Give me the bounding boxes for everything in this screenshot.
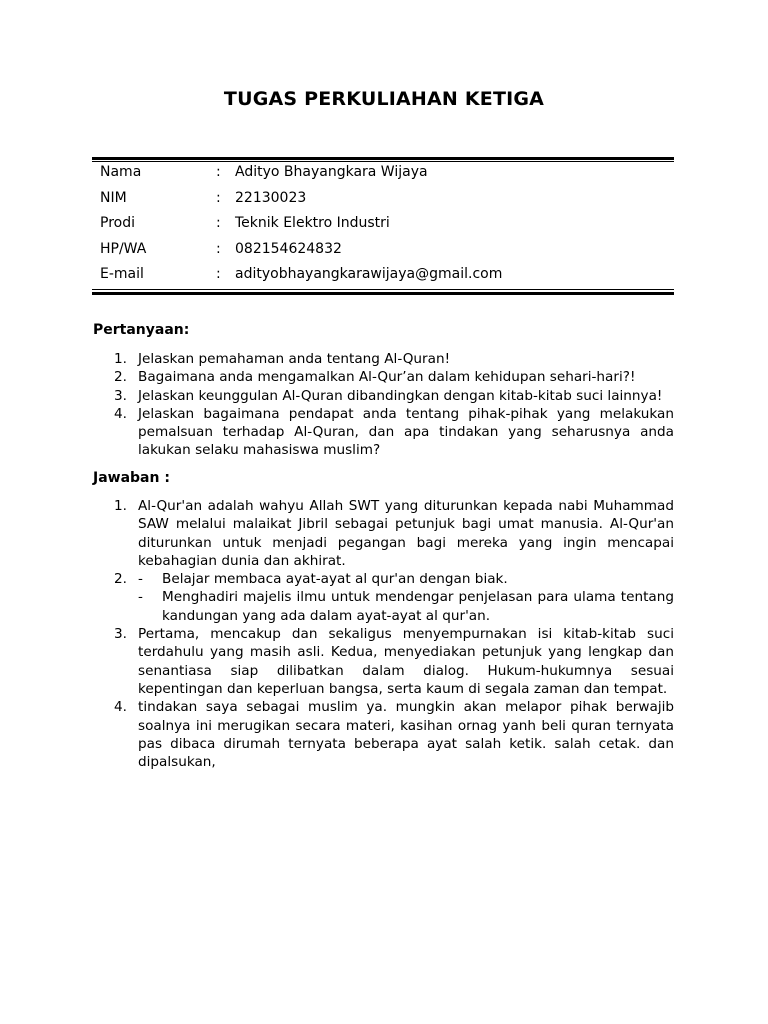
dash-bullet: - [138,589,143,606]
question-text: Jelaskan keunggulan Al-Quran dibandingkan dengan kitab-kitab suci lainnya! [138,387,663,404]
info-colon: : [216,240,221,257]
item-number: 2. [114,571,127,588]
item-number: 1. [114,498,127,514]
list-item [93,368,674,386]
info-row-name [100,160,674,186]
list-item [93,497,674,570]
info-label: Prodi [100,215,135,231]
info-label: NIM [100,189,127,206]
info-value: 22130023 [235,189,307,206]
info-value: Teknik Elektro Industri [235,215,390,231]
sub-item [138,588,674,625]
item-number: 2. [114,369,127,386]
item-number: 3. [114,626,127,643]
list-item [93,387,674,405]
question-text: Bagaimana anda mengamalkan Al-Qur’an dalam kehidupan sehari-hari?! [138,369,636,386]
document-title: TUGAS PERKULIAHAN KETIGA [223,88,545,110]
sub-item [138,570,674,588]
item-number: 1. [114,351,127,367]
question-text: Jelaskan bagaimana pendapat anda tentang pihak-pihak yang melakukan pemalsuan terhadap Al-Quran, dan apa tindakan yang seharusnya anda lakukan selaku mahasiswa muslim? [138,405,674,459]
info-row-email [100,262,674,288]
info-label: HP/WA [100,240,147,257]
list-item [93,570,674,625]
answer-text: tindakan saya sebagai muslim ya. mungkin akan melapor pihak berwajib soalnya ini merugikan secara materi, kasihan ornag yanh beli quran ternyata pas dibaca dirumah ternyata beberapa ayat salah ketik. salah cetak. dan dipalsukan, [138,699,674,771]
student-info-table [100,160,674,288]
answers-heading: Jawaban : [93,470,170,486]
list-item [93,350,674,368]
header-rule-bottom [92,289,674,295]
info-value: adityobhayangkarawijaya@gmail.com [235,266,503,282]
dash-bullet: - [138,571,143,588]
info-row-nim [100,186,674,212]
info-label: Nama [100,164,142,180]
answer-text: Pertama, mencakup dan sekaligus menyempurnakan isi kitab-kitab suci terdahulu yang masih asli. Kedua, menyediakan petunjuk yang lengkap dan senantiasa siap dilibatkan dalam dialog. Hukum-hukumnya sesuai kepentingan dan keperluan bangsa, serta kaum di segala zaman dan tempat. [138,626,674,697]
answer-sublist [138,570,674,625]
info-colon: : [216,164,221,180]
question-text: Jelaskan pemahaman anda tentang Al-Quran! [138,351,451,367]
info-value: Adityo Bhayangkara Wijaya [235,164,428,180]
info-value: 082154624832 [235,240,342,257]
item-number: 4. [114,405,127,422]
list-item [93,698,674,771]
questions-heading: Pertanyaan: [93,322,190,338]
info-row-prodi [100,211,674,237]
answer-text: Belajar membaca ayat-ayat al qur'an dengan biak. [162,571,508,588]
list-item [93,625,674,698]
item-number: 4. [114,699,127,716]
list-item [93,405,674,460]
item-number: 3. [114,387,127,404]
answer-text: Al-Qur'an adalah wahyu Allah SWT yang diturunkan kepada nabi Muhammad SAW melalui malaikat Jibril sebagai petunjuk bagi umat manusia. Al-Qur'an diturunkan untuk menjadi pegangan bagi mereka yang ingin mencapai kebahagian dunia dan akhirat. [138,498,674,569]
info-colon: : [216,266,221,282]
answers-list [93,497,674,771]
info-label: E-mail [100,266,144,282]
info-colon: : [216,215,221,231]
info-row-hp [100,237,674,263]
answer-text: Menghadiri majelis ilmu untuk mendengar penjelasan para ulama tentang kandungan yang ada dalam ayat-ayat al qur'an. [162,589,674,624]
questions-list [93,350,674,460]
info-colon: : [216,189,221,206]
